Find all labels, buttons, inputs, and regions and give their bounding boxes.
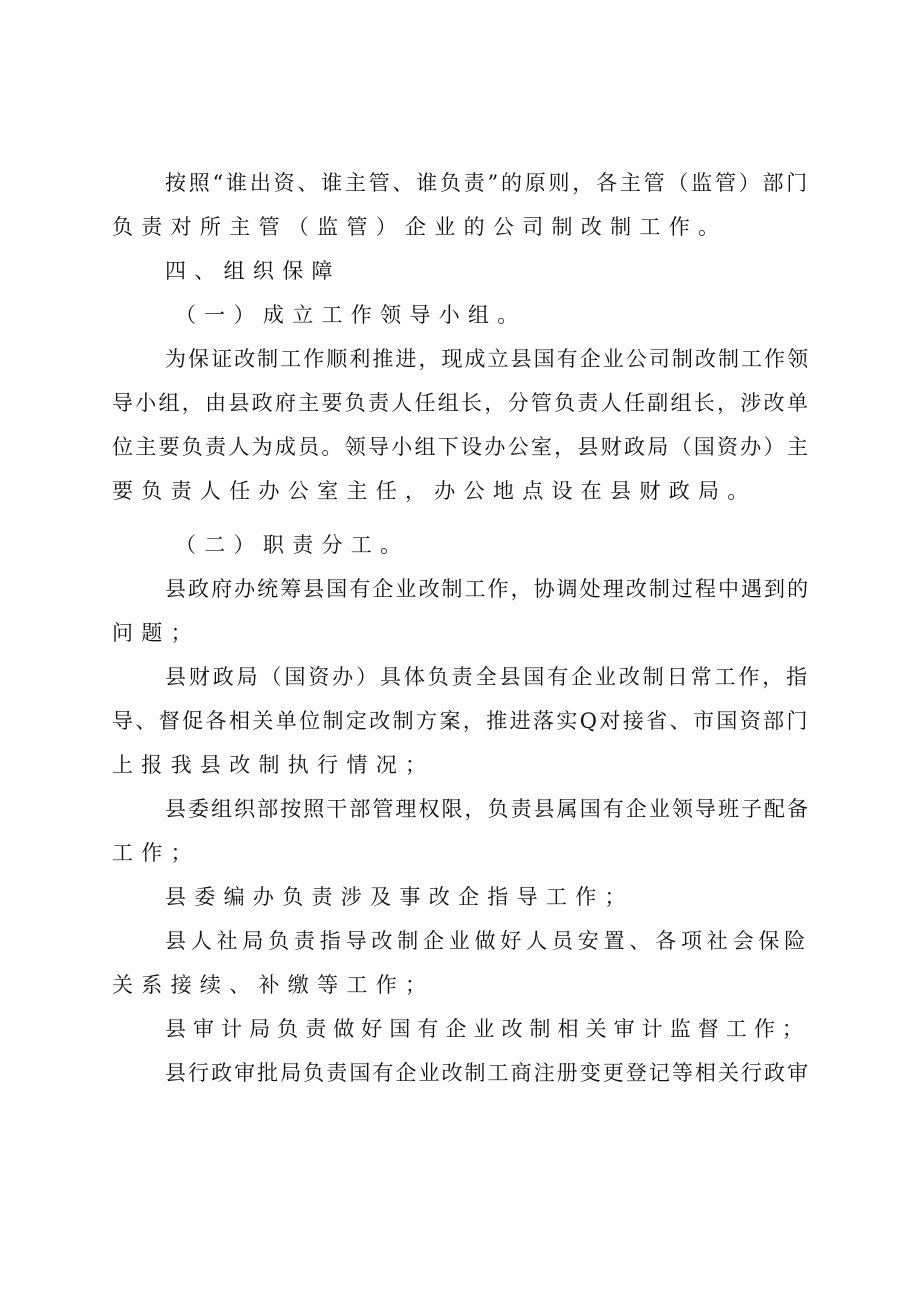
paragraph-line: 县委编办负责涉及事改企指导工作；: [165, 885, 634, 909]
subsection-heading: （一）成立工作领导小组。: [175, 303, 527, 327]
paragraph-line: 县政府办统筹县国有企业改制工作，协调处理改制过程中遇到的: [165, 577, 811, 601]
paragraph-line: 位主要负责人为成员。领导小组下设办公室，县财政局（国资办）主: [112, 435, 811, 459]
paragraph-line: 导小组，由县政府主要负责人任组长，分管负责人任副组长，涉改单: [112, 391, 811, 415]
paragraph-line: 工作；: [112, 841, 200, 865]
paragraph-line: 导、督促各相关单位制定改制方案，推进落实Q对接省、市国资部门: [112, 709, 810, 733]
paragraph-line: 县行政审批局负责国有企业改制工商注册变更登记等相关行政审: [165, 1061, 811, 1085]
section-heading: 四、组织保障: [165, 259, 341, 283]
paragraph-line: 按照“谁出资、谁主管、谁负责”的原则，各主管（监管）部门: [165, 171, 811, 195]
paragraph-line: 县财政局（国资办）具体负责全县国有企业改制日常工作，指: [165, 665, 811, 689]
subsection-heading: （二）职责分工。: [175, 533, 410, 557]
paragraph-line: 为保证改制工作顺利推进，现成立县国有企业公司制改制工作领: [165, 347, 811, 371]
paragraph-line: 关系接续、补缴等工作；: [112, 973, 435, 997]
paragraph-line: 要负责人任办公室主任，办公地点设在县财政局。: [112, 479, 757, 503]
paragraph-line: 县委组织部按照干部管理权限，负责县属国有企业领导班子配备: [165, 797, 811, 821]
paragraph-line: 县人社局负责指导改制企业做好人员安置、各项社会保险: [165, 929, 810, 953]
paragraph-line: 上报我县改制执行情况；: [112, 753, 435, 777]
paragraph-line: 问题；: [112, 621, 200, 645]
paragraph-line: 负责对所主管（监管）企业的公司制改制工作。: [112, 215, 728, 239]
paragraph-line: 县审计局负责做好国有企业改制相关审计监督工作；: [165, 1017, 810, 1041]
